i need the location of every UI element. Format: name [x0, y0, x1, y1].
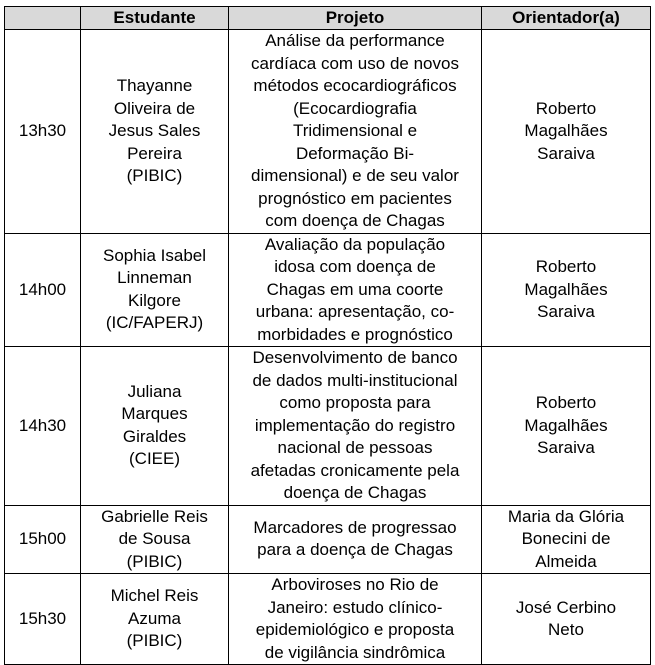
time-cell	[5, 347, 81, 506]
student-text: Michel Reis Azuma (PIBIC)	[110, 586, 199, 651]
student-cell	[81, 30, 229, 234]
project-cell	[229, 233, 482, 347]
advisor-cell	[482, 233, 651, 347]
project-text: Marcadores de progressao para a doença de Chagas	[253, 517, 457, 560]
student-cell	[81, 347, 229, 506]
advisor-cell	[482, 505, 651, 574]
project-text: Análise da performance cardíaca com uso de novos métodos ecocardiográficos (Ecocardiografia Tridimensional e Deformação Bi- dimensional) e de seu valor prognóstico em pacientes com doença de Chagas	[251, 31, 459, 230]
table-row	[5, 30, 651, 234]
time-cell	[5, 30, 81, 234]
header-time	[5, 7, 81, 30]
time-text: 14h00	[18, 279, 67, 299]
time-cell	[5, 574, 81, 665]
project-text: Arboviroses no Rio de Janeiro: estudo clínico- epidemiológico e proposta de vigilância sindrômica	[255, 575, 455, 662]
student-cell	[81, 574, 229, 665]
project-cell	[229, 347, 482, 506]
student-text: Sophia Isabel Linneman Kilgore (IC/FAPERJ)	[102, 245, 207, 333]
student-cell	[81, 505, 229, 574]
student-text: Gabrielle Reis de Sousa (PIBIC)	[101, 506, 208, 571]
table-row	[5, 347, 651, 506]
student-text: Thayanne Oliveira de Jesus Sales Pereira (PIBIC)	[108, 76, 201, 185]
time-text: 13h30	[18, 121, 67, 140]
student-cell	[81, 233, 229, 347]
time-text: 14h30	[18, 415, 67, 435]
student-text: Juliana Marques Giraldes (CIEE)	[121, 381, 188, 469]
time-cell	[5, 233, 81, 347]
project-text: Avaliação da população idosa com doença de Chagas em uma coorte urbana: apresentação, co- morbidades e prognóstico	[255, 234, 455, 344]
table-row	[5, 574, 651, 665]
table-row	[5, 233, 651, 347]
schedule-table	[4, 6, 651, 665]
project-cell	[229, 505, 482, 574]
time-text: 15h30	[18, 608, 67, 628]
header-row	[5, 7, 651, 30]
header-advisor: Orientador(a)	[482, 7, 651, 30]
project-text: Desenvolvimento de banco de dados multi-institucional como proposta para implementação do registro nacional de pessoas afetadas cronicamente pela doença de Chagas	[250, 348, 460, 502]
advisor-text: Roberto Magalhães Saraiva	[524, 257, 608, 321]
advisor-text: José Cerbino Neto	[515, 597, 617, 639]
project-cell	[229, 574, 482, 665]
advisor-cell	[482, 574, 651, 665]
project-cell	[229, 30, 482, 234]
advisor-text: Roberto Magalhães Saraiva	[524, 393, 608, 457]
time-cell	[5, 505, 81, 574]
table-row	[5, 505, 651, 574]
advisor-cell	[482, 30, 651, 234]
header-project: Projeto	[229, 7, 482, 30]
advisor-cell	[482, 347, 651, 506]
header-student: Estudante	[81, 7, 229, 30]
time-text: 15h00	[18, 529, 67, 548]
advisor-text: Maria da Glória Bonecini de Almeida	[507, 506, 625, 571]
advisor-text: Roberto Magalhães Saraiva	[524, 98, 608, 163]
